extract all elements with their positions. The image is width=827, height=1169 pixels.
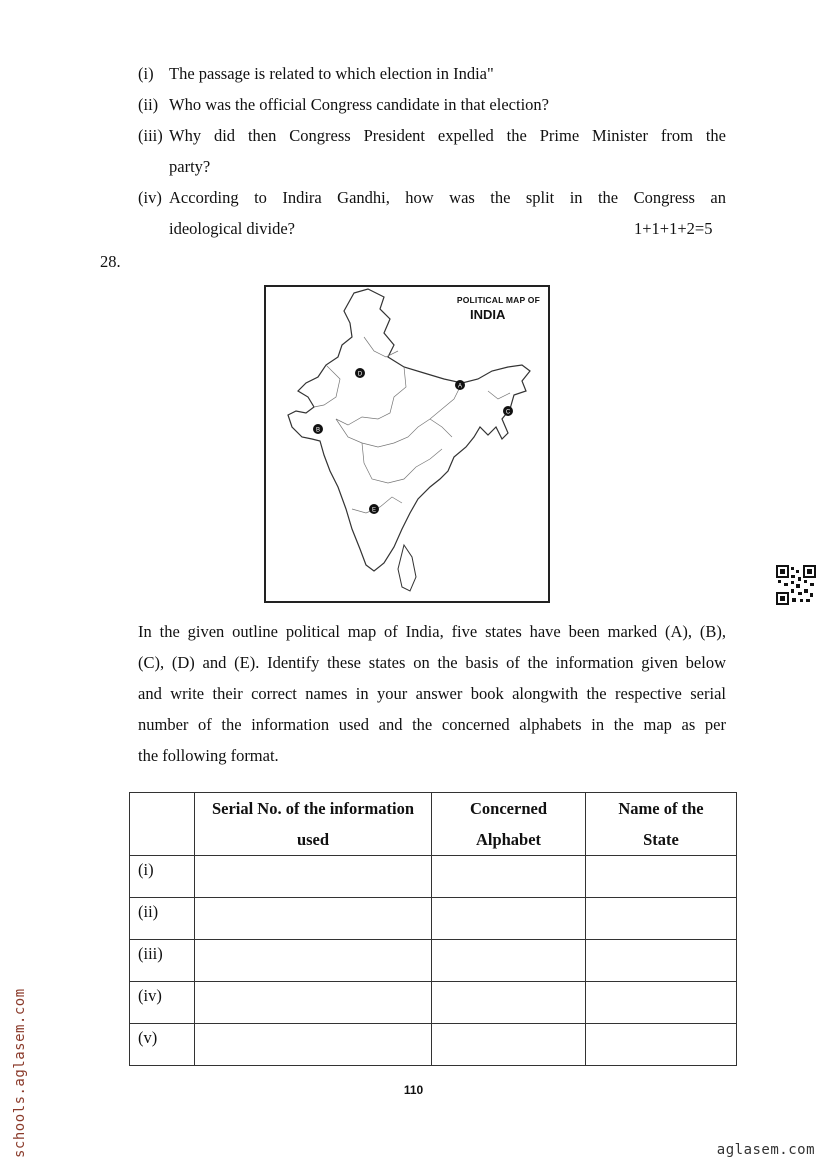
answer-cell xyxy=(195,1024,432,1066)
answer-cell xyxy=(586,1024,737,1066)
page-number: 110 xyxy=(403,1083,424,1097)
answer-cell xyxy=(432,940,586,982)
table-header-serial: Serial No. of the information used xyxy=(195,793,432,856)
question-iii xyxy=(138,126,728,178)
question-text: Who was the official Congress candidate in that election? xyxy=(169,95,549,114)
answer-cell xyxy=(586,856,737,898)
table-header-row xyxy=(130,793,737,856)
table-header-state: Name of the State xyxy=(586,793,737,856)
marker-a: A xyxy=(457,383,463,390)
table-row xyxy=(130,982,737,1024)
question-ii xyxy=(138,95,728,115)
instruction-line: and write their correct names in your answer book alongwith the respective serial xyxy=(138,684,726,703)
row-label: (v) xyxy=(130,1024,195,1066)
question-iv xyxy=(138,188,728,240)
row-label: (ii) xyxy=(130,898,195,940)
answer-cell xyxy=(432,1024,586,1066)
question-number: (iv) xyxy=(138,188,162,207)
india-outline-icon xyxy=(266,287,548,601)
table-row xyxy=(130,856,737,898)
instruction-line: In the given outline political map of India, five states have been marked (A), (B), xyxy=(138,622,726,641)
map-title: POLITICAL MAP OF xyxy=(456,295,540,305)
answer-cell xyxy=(195,856,432,898)
question-text-line: Why did then Congress President expelled the Prime Minister from the xyxy=(169,126,726,145)
question-number: (ii) xyxy=(138,95,159,114)
answer-cell xyxy=(432,856,586,898)
marker-d: D xyxy=(357,371,363,378)
table-header-blank xyxy=(130,793,195,856)
table-row xyxy=(130,940,737,982)
india-political-map xyxy=(264,285,550,603)
marks-allocation: 1+1+1+2=5 xyxy=(634,219,713,238)
question-i xyxy=(138,64,728,84)
answer-cell xyxy=(432,898,586,940)
marker-b: B xyxy=(315,427,321,434)
question-text-line: party? xyxy=(169,157,211,176)
marker-e: E xyxy=(371,507,377,514)
answer-cell xyxy=(195,940,432,982)
instruction-line: the following format. xyxy=(138,746,279,765)
table-row xyxy=(130,1024,737,1066)
answer-cell xyxy=(432,982,586,1024)
question-number: (i) xyxy=(138,64,154,83)
table-header-alphabet: Concerned Alphabet xyxy=(432,793,586,856)
answer-format-table xyxy=(129,792,737,1066)
answer-cell xyxy=(586,940,737,982)
question-text-line: According to Indira Gandhi, how was the split in the Congress an xyxy=(169,188,726,207)
row-label: (iv) xyxy=(130,982,195,1024)
instruction-line: (C), (D) and (E). Identify these states on the basis of the information given below xyxy=(138,653,726,672)
question-number: (iii) xyxy=(138,126,163,145)
row-label: (iii) xyxy=(130,940,195,982)
map-subtitle: INDIA xyxy=(470,307,506,322)
row-label: (i) xyxy=(130,856,195,898)
bottom-watermark-link[interactable]: aglasem.com xyxy=(716,1142,815,1158)
question-text: The passage is related to which election in India" xyxy=(169,64,494,83)
side-watermark-link[interactable]: schools.aglasem.com xyxy=(12,988,28,1158)
table-row xyxy=(130,898,737,940)
instruction-line: number of the information used and the concerned alphabets in the map as per xyxy=(138,715,726,734)
answer-cell xyxy=(586,982,737,1024)
question-28-number: 28. xyxy=(100,252,121,271)
question-text-line: ideological divide? xyxy=(169,219,295,238)
qr-code-icon[interactable] xyxy=(776,565,816,605)
answer-cell xyxy=(195,982,432,1024)
answer-cell xyxy=(195,898,432,940)
marker-c: C xyxy=(505,409,511,416)
answer-cell xyxy=(586,898,737,940)
